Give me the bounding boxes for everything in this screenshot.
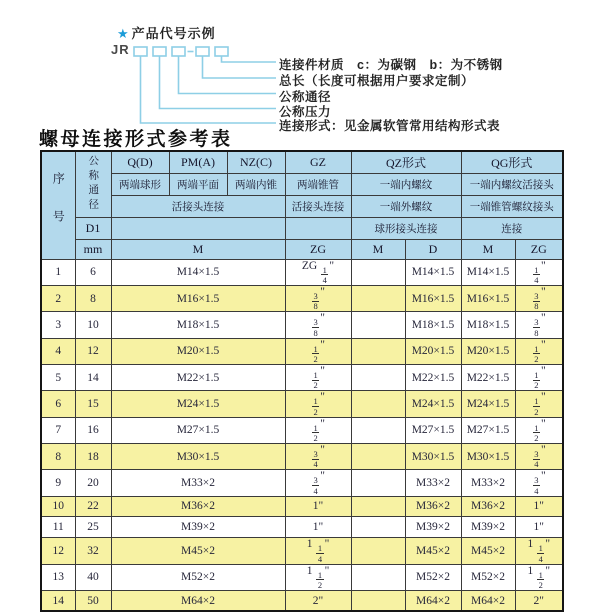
header-qg-desc1: 一端内螺纹活接头 xyxy=(461,173,563,195)
m-cell: M14×1.5 xyxy=(111,259,285,285)
gz-cell: $\frac{1}{2}$ " xyxy=(285,391,351,417)
qg-m-cell: M39×2 xyxy=(461,517,515,538)
seq-cell: 10 xyxy=(41,496,75,517)
header-gz-desc: 两端锥管 xyxy=(285,173,351,195)
qz-m-cell xyxy=(351,259,405,285)
qg-m-cell: M20×1.5 xyxy=(461,338,515,364)
m-cell: M16×1.5 xyxy=(111,285,285,311)
qz-m-cell xyxy=(351,538,405,564)
header-qg-unit1: M xyxy=(461,239,515,259)
qz-d-cell: M20×1.5 xyxy=(405,338,461,364)
header-qg-code: QG形式 xyxy=(461,151,563,173)
header-qz-unit1: M xyxy=(351,239,405,259)
qz-m-cell xyxy=(351,364,405,390)
seq-cell: 2 xyxy=(41,285,75,311)
header-blank-gz xyxy=(285,217,351,239)
m-cell: M45×2 xyxy=(111,538,285,564)
connector-line xyxy=(141,56,277,123)
header-pm-desc: 两端平面 xyxy=(169,173,227,195)
qg-zg-cell: 2" xyxy=(515,590,563,611)
gz-cell: $\frac{1}{2}$ " xyxy=(285,417,351,443)
qg-zg-cell: $\frac{3}{4}$ " xyxy=(515,470,563,496)
table-body xyxy=(41,259,563,611)
qz-m-cell xyxy=(351,517,405,538)
qz-m-cell xyxy=(351,391,405,417)
qz-m-cell xyxy=(351,496,405,517)
code-label-length: 总长（长度可根据用户要求定制） xyxy=(279,74,475,88)
qg-m-cell: M33×2 xyxy=(461,470,515,496)
m-cell: M33×2 xyxy=(111,470,285,496)
table-row xyxy=(41,590,563,611)
seq-cell: 11 xyxy=(41,517,75,538)
qg-zg-cell: 1" xyxy=(515,496,563,517)
table-row xyxy=(41,517,563,538)
dn-cell: 14 xyxy=(75,364,111,390)
qz-d-cell: M16×1.5 xyxy=(405,285,461,311)
qg-zg-cell: $\frac{1}{4}$ " xyxy=(515,259,563,285)
header-d1: D1 xyxy=(75,217,111,239)
code-box xyxy=(172,47,185,56)
code-box xyxy=(196,47,209,56)
header-nominal: 公称通径 xyxy=(75,151,111,217)
qz-m-cell xyxy=(351,470,405,496)
m-cell: M64×2 xyxy=(111,590,285,611)
qg-m-cell: M45×2 xyxy=(461,538,515,564)
seq-cell: 6 xyxy=(41,391,75,417)
table-row xyxy=(41,417,563,443)
seq-cell: 14 xyxy=(41,590,75,611)
qz-d-cell: M18×1.5 xyxy=(405,312,461,338)
qz-m-cell xyxy=(351,417,405,443)
qz-d-cell: M33×2 xyxy=(405,470,461,496)
header-qz-desc1: 一端内螺纹 xyxy=(351,173,461,195)
gz-cell: 1 $\frac{1}{4}$ " xyxy=(285,538,351,564)
star-icon: ★ xyxy=(117,26,130,41)
code-box xyxy=(215,47,228,56)
qg-zg-cell: $\frac{1}{2}$ " xyxy=(515,338,563,364)
dn-cell: 32 xyxy=(75,538,111,564)
table-title: 螺母连接形式参考表 xyxy=(39,128,233,150)
header-qz-code: QZ形式 xyxy=(351,151,461,173)
header-qg-desc2: 一端锥管螺纹接头 xyxy=(461,195,563,217)
qg-m-cell: M14×1.5 xyxy=(461,259,515,285)
seq-cell: 3 xyxy=(41,312,75,338)
table-row xyxy=(41,496,563,517)
qg-zg-cell: $\frac{1}{2}$ " xyxy=(515,364,563,390)
gz-cell: $\frac{3}{4}$ " xyxy=(285,470,351,496)
qz-d-cell: M14×1.5 xyxy=(405,259,461,285)
qg-zg-cell: $\frac{3}{4}$ " xyxy=(515,443,563,469)
qg-m-cell: M36×2 xyxy=(461,496,515,517)
qz-m-cell xyxy=(351,564,405,590)
code-label-material: 连接件材质 c：为碳钢 b：为不锈钢 xyxy=(279,58,503,72)
header-seq: 序号 xyxy=(41,151,75,259)
dn-cell: 8 xyxy=(75,285,111,311)
header-qg-unit2: ZG xyxy=(515,239,563,259)
gz-cell: $\frac{3}{4}$ " xyxy=(285,443,351,469)
qz-d-cell: M24×1.5 xyxy=(405,391,461,417)
header-blank-qpmnz xyxy=(111,217,285,239)
m-cell: M36×2 xyxy=(111,496,285,517)
table-row xyxy=(41,285,563,311)
code-label-connection: 连接形式：见金属软管常用结构形式表 xyxy=(279,119,501,133)
seq-cell: 8 xyxy=(41,443,75,469)
table-row xyxy=(41,470,563,496)
qg-m-cell: M30×1.5 xyxy=(461,443,515,469)
code-label-pressure: 公称压力 xyxy=(279,104,332,119)
seq-cell: 9 xyxy=(41,470,75,496)
code-box xyxy=(134,47,147,56)
code-box xyxy=(153,47,166,56)
header-gz-code: GZ xyxy=(285,151,351,173)
header-qz-conn: 球形接头连接 xyxy=(351,217,461,239)
m-cell: M20×1.5 xyxy=(111,338,285,364)
qz-m-cell xyxy=(351,443,405,469)
header-gz-conn: 活接头连接 xyxy=(285,195,351,217)
qg-m-cell: M22×1.5 xyxy=(461,364,515,390)
header-qz-desc2: 一端外螺纹 xyxy=(351,195,461,217)
qz-m-cell xyxy=(351,285,405,311)
gz-cell: $\frac{1}{2}$ " xyxy=(285,338,351,364)
qz-d-cell: M36×2 xyxy=(405,496,461,517)
diagram-title-text: 产品代号示例 xyxy=(131,26,216,41)
table-row xyxy=(41,364,563,390)
table-row xyxy=(41,338,563,364)
gz-cell: 1" xyxy=(285,496,351,517)
reference-table xyxy=(40,150,564,612)
dn-cell: 12 xyxy=(75,338,111,364)
connector-line xyxy=(203,56,277,78)
dn-cell: 20 xyxy=(75,470,111,496)
dn-cell: 40 xyxy=(75,564,111,590)
qg-zg-cell: 1 $\frac{1}{4}$ " xyxy=(515,538,563,564)
qg-zg-cell: $\frac{1}{2}$ " xyxy=(515,417,563,443)
qg-m-cell: M52×2 xyxy=(461,564,515,590)
connector-line xyxy=(160,56,277,109)
table-row xyxy=(41,538,563,564)
qz-m-cell xyxy=(351,312,405,338)
header-nz-code: NZ(C) xyxy=(227,151,285,173)
qz-m-cell xyxy=(351,590,405,611)
table-row xyxy=(41,312,563,338)
code-prefix: JR xyxy=(111,42,130,57)
dn-cell: 16 xyxy=(75,417,111,443)
qz-d-cell: M30×1.5 xyxy=(405,443,461,469)
header-qpmnz-unit: M xyxy=(111,239,285,259)
qg-m-cell: M24×1.5 xyxy=(461,391,515,417)
header-q-desc: 两端球形 xyxy=(111,173,169,195)
seq-cell: 12 xyxy=(41,538,75,564)
qg-zg-cell: $\frac{3}{8}$ " xyxy=(515,312,563,338)
qz-d-cell: M39×2 xyxy=(405,517,461,538)
gz-cell: ZG $\frac{1}{4}$ " xyxy=(285,259,351,285)
qg-m-cell: M18×1.5 xyxy=(461,312,515,338)
dn-cell: 22 xyxy=(75,496,111,517)
header-qg-conn: 连接 xyxy=(461,217,563,239)
header-pm-code: PM(A) xyxy=(169,151,227,173)
header-qpmnz-conn: 活接头连接 xyxy=(111,195,285,217)
dn-cell: 15 xyxy=(75,391,111,417)
gz-cell: $\frac{3}{8}$ " xyxy=(285,312,351,338)
m-cell: M22×1.5 xyxy=(111,364,285,390)
qz-d-cell: M27×1.5 xyxy=(405,417,461,443)
qz-d-cell: M52×2 xyxy=(405,564,461,590)
m-cell: M27×1.5 xyxy=(111,417,285,443)
gz-cell: 1 $\frac{1}{2}$ " xyxy=(285,564,351,590)
qg-m-cell: M27×1.5 xyxy=(461,417,515,443)
seq-cell: 7 xyxy=(41,417,75,443)
table-row xyxy=(41,391,563,417)
header-nz-desc: 两端内锥 xyxy=(227,173,285,195)
header-qz-unit2: D xyxy=(405,239,461,259)
m-cell: M18×1.5 xyxy=(111,312,285,338)
gz-cell: $\frac{1}{2}$ " xyxy=(285,364,351,390)
header-q-code: Q(D) xyxy=(111,151,169,173)
qz-d-cell: M22×1.5 xyxy=(405,364,461,390)
dn-cell: 6 xyxy=(75,259,111,285)
header-gz-unit: ZG xyxy=(285,239,351,259)
qz-m-cell xyxy=(351,338,405,364)
connector-line xyxy=(222,56,277,62)
header-mm: mm xyxy=(75,239,111,259)
table-row xyxy=(41,259,563,285)
m-cell: M24×1.5 xyxy=(111,391,285,417)
seq-cell: 5 xyxy=(41,364,75,390)
gz-cell: 2" xyxy=(285,590,351,611)
qg-zg-cell: 1" xyxy=(515,517,563,538)
m-cell: M30×1.5 xyxy=(111,443,285,469)
gz-cell: 1" xyxy=(285,517,351,538)
m-cell: M52×2 xyxy=(111,564,285,590)
qg-zg-cell: 1 $\frac{1}{2}$ " xyxy=(515,564,563,590)
dn-cell: 25 xyxy=(75,517,111,538)
qg-zg-cell: $\frac{3}{8}$ " xyxy=(515,285,563,311)
qg-m-cell: M64×2 xyxy=(461,590,515,611)
code-label-diameter: 公称通径 xyxy=(279,89,332,104)
gz-cell: $\frac{3}{8}$ " xyxy=(285,285,351,311)
dn-cell: 10 xyxy=(75,312,111,338)
qz-d-cell: M45×2 xyxy=(405,538,461,564)
table-row xyxy=(41,564,563,590)
qg-m-cell: M16×1.5 xyxy=(461,285,515,311)
qz-d-cell: M64×2 xyxy=(405,590,461,611)
m-cell: M39×2 xyxy=(111,517,285,538)
dn-cell: 18 xyxy=(75,443,111,469)
seq-cell: 13 xyxy=(41,564,75,590)
qg-zg-cell: $\frac{1}{2}$ " xyxy=(515,391,563,417)
dn-cell: 50 xyxy=(75,590,111,611)
seq-cell: 1 xyxy=(41,259,75,285)
seq-cell: 4 xyxy=(41,338,75,364)
table-row xyxy=(41,443,563,469)
